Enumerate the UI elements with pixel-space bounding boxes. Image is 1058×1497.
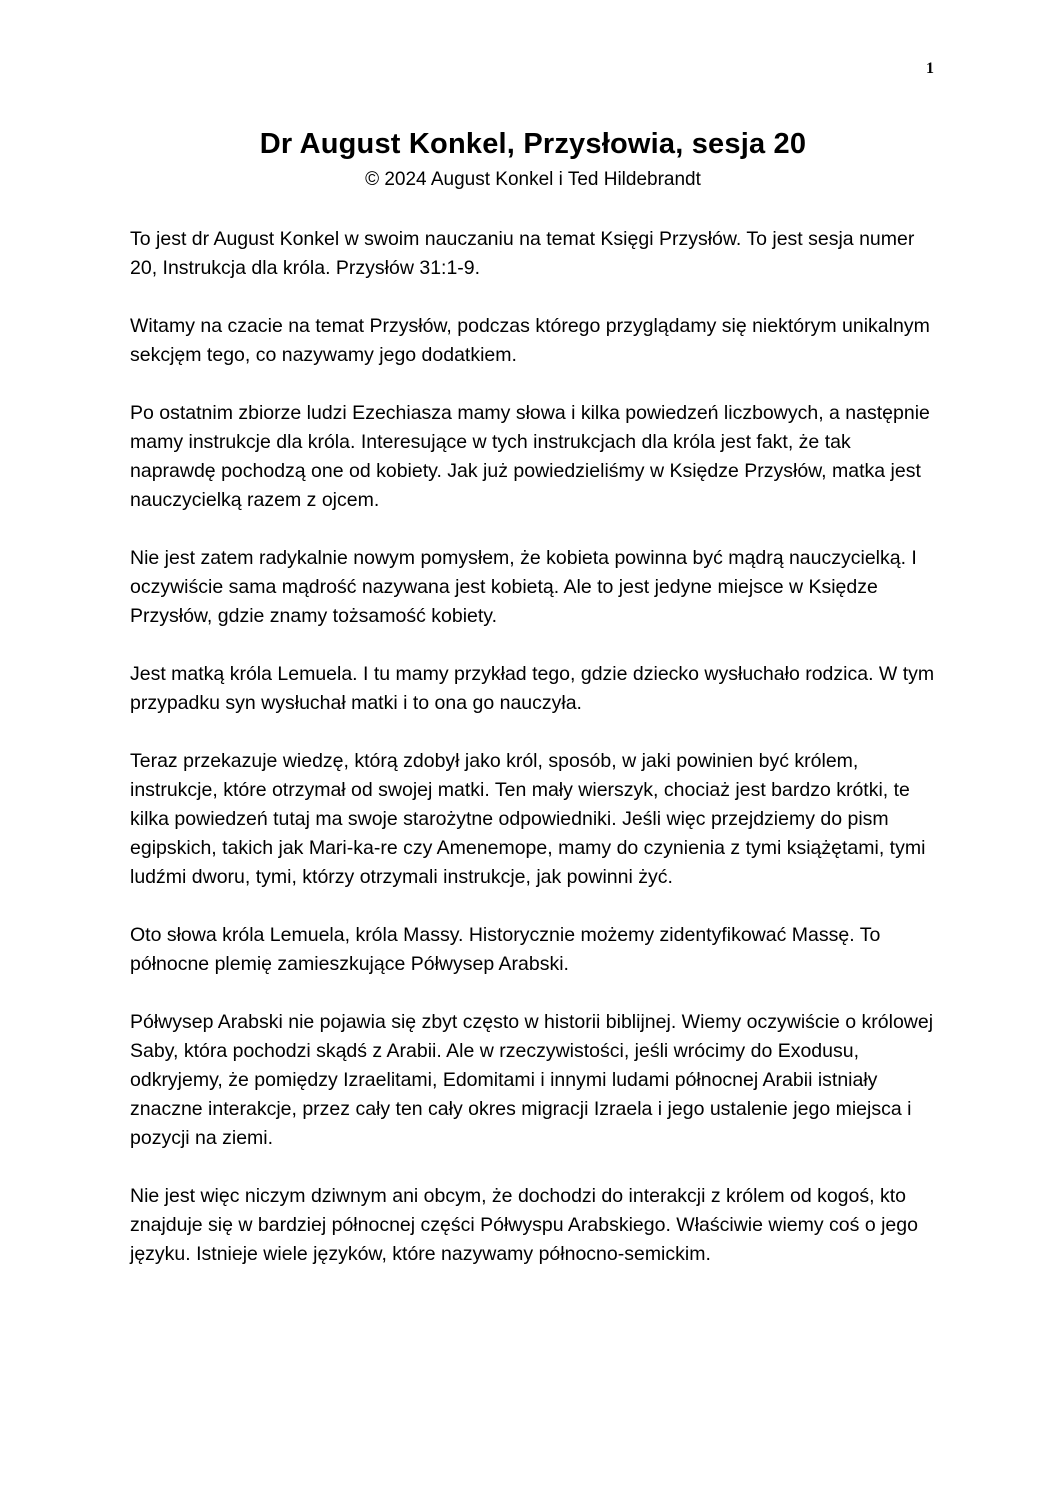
paragraph: Po ostatnim zbiorze ludzi Ezechiasza mamy słowa i kilka powiedzeń liczbowych, a następnie mamy instrukcje dla króla. Interesujące w tych instrukcjach dla króla jest fakt, że tak naprawdę pochodzą one od kobiety. Jak już powiedzieliśmy w Księdze Przysłów, matka jest nauczycielką razem z ojcem. bbox=[130, 402, 930, 511]
body-text bbox=[130, 225, 936, 1269]
paragraph: Teraz przekazuje wiedzę, którą zdobył jako król, sposób, w jaki powinien być królem, instrukcje, które otrzymał od swojej matki. Ten mały wierszyk, chociaż jest bardzo krótki, te kilka powiedzeń tutaj ma swoje starożytne odpowiedniki. Jeśli więc przejdziemy do pism egipskich, takich jak Mari-ka-re czy Amenemope, mamy do czynienia z tymi książętami, tymi ludźmi dworu, tymi, którzy otrzymali instrukcje, jak powinni żyć. bbox=[130, 750, 926, 888]
document-content bbox=[130, 128, 936, 1269]
paragraph: Nie jest zatem radykalnie nowym pomysłem, że kobieta powinna być mądrą nauczycielką. I oczywiście sama mądrość nazywana jest kobietą. Ale to jest jedyne miejsce w Księdze Przysłów, gdzie znamy tożsamość kobiety. bbox=[130, 547, 917, 627]
paragraph: Oto słowa króla Lemuela, króla Massy. Historycznie możemy zidentyfikować Massę. To północne plemię zamieszkujące Półwysep Arabski. bbox=[130, 924, 881, 975]
paragraph: Jest matką króla Lemuela. I tu mamy przykład tego, gdzie dziecko wysłuchało rodzica. W tym przypadku syn wysłuchał matki i to ona go nauczyła. bbox=[130, 663, 935, 714]
document-title: Dr August Konkel, Przysłowia, sesja 20 bbox=[259, 128, 807, 160]
paragraph: To jest dr August Konkel w swoim nauczaniu na temat Księgi Przysłów. To jest sesja numer 20, Instrukcja dla króla. Przysłów 31:1-9. bbox=[130, 228, 915, 279]
paragraph: Witamy na czacie na temat Przysłów, podczas którego przyglądamy się niektórym unikalnym sekcjęm tego, co nazywamy jego dodatkiem. bbox=[130, 315, 930, 366]
page-number: 1 bbox=[926, 60, 934, 77]
copyright-line: © 2024 August Konkel i Ted Hildebrandt bbox=[365, 169, 701, 190]
paragraph: Nie jest więc niczym dziwnym ani obcym, że dochodzi do interakcji z królem od kogoś, kto znajduje się w bardziej północnej części Półwyspu Arabskiego. Właściwie wiemy coś o jego języku. Istnieje wiele języków, które nazywamy północno-semickim. bbox=[130, 1185, 918, 1265]
paragraph: Półwysep Arabski nie pojawia się zbyt często w historii biblijnej. Wiemy oczywiście o królowej Saby, która pochodzi skądś z Arabii. Ale w rzeczywistości, jeśli wrócimy do Exodusu, odkryjemy, że pomiędzy Izraelitami, Edomitami i innymi ludami północnej Arabii istniały znaczne interakcje, przez cały ten cały okres migracji Izraela i jego ustalenie jego miejsca i pozycji na ziemi. bbox=[130, 1011, 934, 1149]
